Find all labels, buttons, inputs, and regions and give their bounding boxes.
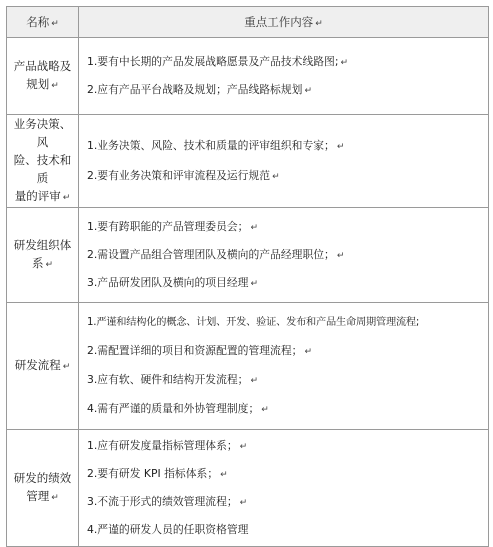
return-mark-icon: ↵ [250,375,259,386]
row-name-cell [7,208,79,303]
row-name-line: 管理 [26,489,50,503]
list-item-text: 2.要有业务决策和评审流程及运行规范 [87,168,271,182]
table-row [7,38,489,115]
list-item [87,276,488,291]
list-item-text: 4.严谨的研发人员的任职资格管理 [87,523,249,536]
list-item-text: 3.应有软、硬件和结构开发流程； [87,372,249,386]
list-item-text: 2.需配置详细的项目和资源配置的管理流程； [87,343,303,357]
row-name-cell [7,303,79,430]
return-mark-icon: ↵ [51,81,59,91]
row-name-line: 规划 [26,77,50,91]
list-item [87,439,488,454]
table-header-row [7,7,489,38]
table-row [7,303,489,430]
row-name-line: 研发流程 [14,358,61,372]
list-item [87,344,488,359]
return-mark-icon: ↵ [62,193,71,203]
list-item-text: 1.要有跨职能的产品管理委员会； [87,219,249,233]
list-item [87,55,488,70]
return-mark-icon: ↵ [315,19,323,29]
list-item-text: 2.应有产品平台战略及规划；产品线路标规划 [87,82,303,96]
return-mark-icon: ↵ [45,260,54,270]
return-mark-icon: ↵ [304,85,312,96]
list-item-text: 4.需有严谨的质量和外协管理制度； [87,401,260,415]
list-item-text: 2.要有研发 KPI 指标体系； [87,467,219,480]
list-item-text: 1.应有研发度量指标管理体系； [87,439,238,452]
list-item [87,523,488,537]
return-mark-icon: ↵ [239,442,248,452]
row-name-line: 研发的绩效 [13,471,72,485]
row-name-line: 系 [31,256,44,270]
row-content-cell [79,208,489,303]
list-item-text: 1.要有中长期的产品发展战略愿景及产品技术线路图; [87,54,339,68]
work-content-table-wrapper [6,6,488,547]
header-name-text: 名称 [26,15,50,29]
list-item [87,316,488,330]
return-mark-icon: ↵ [272,171,280,182]
table-row [7,115,489,208]
row-name-line: 险、技术和质 [13,153,72,185]
return-mark-icon: ↵ [220,470,228,480]
return-mark-icon: ↵ [250,222,259,233]
row-name-cell [7,430,79,547]
list-item [87,220,488,235]
work-content-table [6,6,489,547]
row-content-cell [79,38,489,115]
list-item [87,402,488,417]
return-mark-icon: ↵ [261,404,269,415]
list-item [87,373,488,388]
header-content-text: 重点工作内容 [244,15,314,29]
list-item [87,169,488,184]
header-name [7,7,79,38]
return-mark-icon: ↵ [51,19,59,29]
list-item [87,495,488,510]
row-name-line: 研发组织体 [13,238,72,252]
table-row [7,208,489,303]
return-mark-icon: ↵ [239,498,248,508]
row-name-cell [7,38,79,115]
row-content-cell [79,430,489,547]
row-name-cell [7,115,79,208]
header-content [79,7,489,38]
list-item-text: 2.需设置产品组合管理团队及横向的产品经理职位； [87,247,335,261]
return-mark-icon: ↵ [62,362,71,372]
return-mark-icon: ↵ [336,141,345,152]
table-row [7,430,489,547]
return-mark-icon: ↵ [336,250,345,261]
list-item-text: 1.业务决策、风险、技术和质量的评审组织和专家； [87,138,335,152]
list-item [87,139,488,154]
return-mark-icon: ↵ [304,346,312,357]
list-item [87,83,488,98]
return-mark-icon: ↵ [340,57,349,68]
row-name-line: 量的评审 [14,189,61,203]
return-mark-icon: ↵ [51,493,59,503]
return-mark-icon: ↵ [250,278,259,289]
list-item-text: 3.不流于形式的绩效管理流程； [87,495,238,508]
row-name-line: 业务决策、风 [13,117,72,149]
row-content-cell [79,115,489,208]
row-name-line: 产品战略及 [13,59,72,73]
row-content-cell [79,303,489,430]
list-item [87,248,488,263]
list-item-text: 1.严谨和结构化的概念、计划、开发、验证、发布和产品生命周期管理流程; [87,316,420,328]
list-item-text: 3.产品研发团队及横向的项目经理 [87,275,249,289]
list-item [87,467,488,482]
